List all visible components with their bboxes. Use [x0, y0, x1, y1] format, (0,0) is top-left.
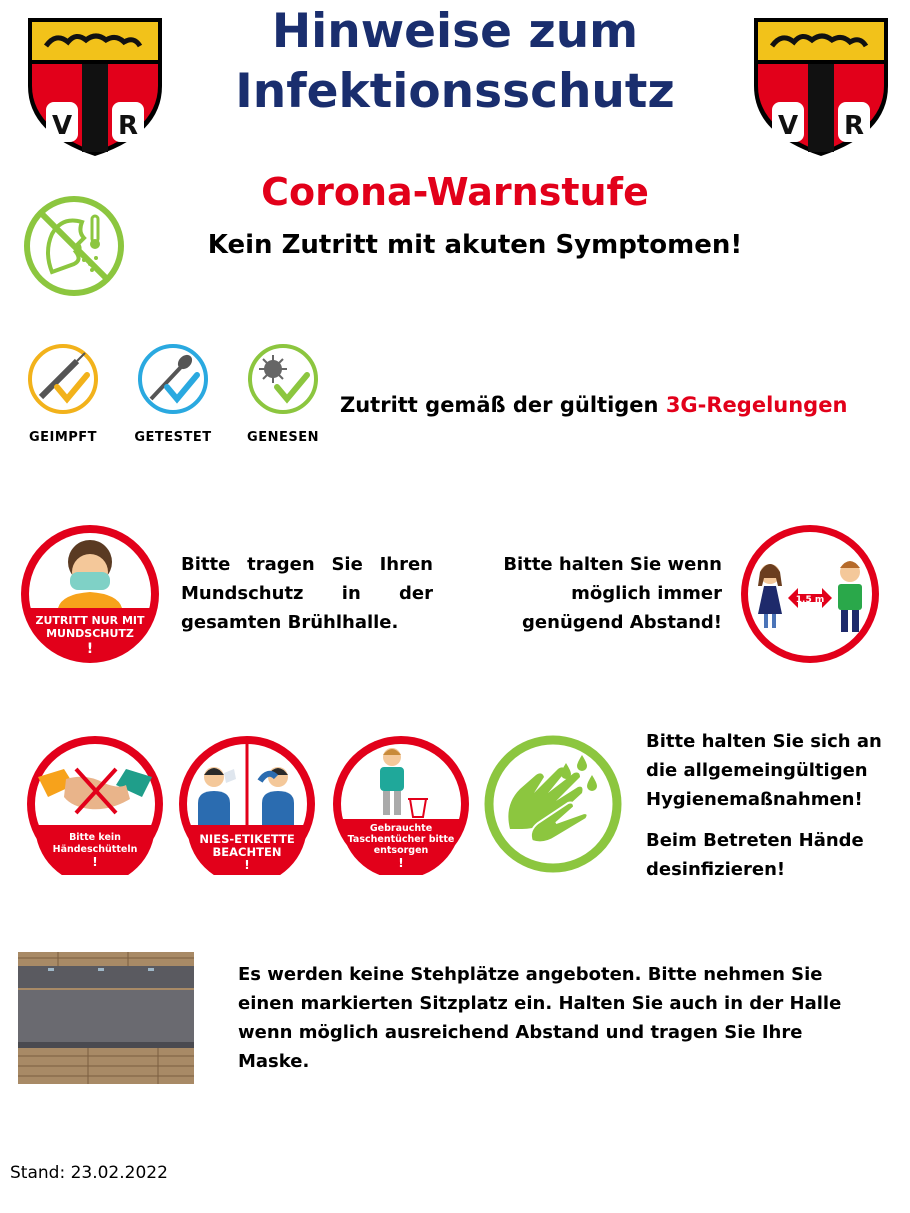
sneeze-sign-mark: !: [244, 858, 250, 872]
recovered-icon: [247, 343, 319, 415]
page-title: [200, 2, 710, 122]
distance-instruction-line-3: genügend Abstand!: [522, 612, 722, 633]
recovered-label: GENESEN: [247, 430, 319, 445]
hand-washing-icon: [482, 733, 624, 875]
distance-instruction: [503, 550, 722, 637]
seating-instruction-line-3: wenn möglich ausreichend Abstand und tragen Sie Ihre: [238, 1022, 803, 1043]
coat-of-arms-left: [26, 16, 164, 158]
mask-instruction: [181, 550, 433, 608]
symptom-notice: Kein Zutritt mit akuten Symptomen!: [207, 230, 743, 260]
no-symptoms-icon: [22, 194, 126, 298]
tissue-sign-line-2: Taschentücher bitte: [347, 834, 455, 845]
access-rule-text: Zutritt gemäß der gültigen: [340, 393, 666, 417]
title-line-2: Infektionsschutz: [235, 64, 675, 119]
dispose-tissues-sign: [330, 733, 472, 875]
crest-letter-r: R: [843, 111, 865, 141]
seating-instruction: [238, 960, 841, 1076]
seating-instruction-line-1: Es werden keine Stehplätze angeboten. Bitte nehmen Sie: [238, 964, 823, 985]
distance-instruction-line-1: Bitte halten Sie wenn: [503, 554, 722, 575]
disinfect-instruction-line-2: desinfizieren!: [646, 859, 786, 880]
mask-instruction-line-2: Mundschutz in der: [181, 583, 433, 604]
handshake-sign-mark: !: [92, 855, 98, 869]
seating-photo: [18, 952, 194, 1084]
sneeze-sign-line-2: BEACHTEN: [212, 845, 282, 859]
coat-of-arms-right: [752, 16, 890, 158]
handshake-sign-line-2: Händeschütteln: [52, 844, 138, 855]
tissue-sign-line-3: entsorgen: [373, 845, 429, 856]
crest-letter-v: V: [777, 111, 799, 141]
keep-distance-sign: [738, 522, 882, 666]
hygiene-instruction-line-3: Hygienemaßnahmen!: [646, 789, 863, 810]
access-rule: [340, 393, 847, 417]
no-handshake-sign: [24, 733, 166, 875]
tested-icon: [137, 343, 209, 415]
mask-sign-line-2: MUNDSCHUTZ: [46, 627, 134, 640]
warning-level-heading: Corona-Warnstufe: [261, 170, 649, 214]
vaccinated-icon: [27, 343, 99, 415]
seating-instruction-line-4: Maske.: [238, 1051, 310, 1072]
vaccinated-label: GEIMPFT: [28, 430, 98, 445]
disinfect-instruction-line-1: Beim Betreten Hände: [646, 830, 864, 851]
title-line-1: Hinweise zum: [271, 4, 639, 59]
sneeze-etiquette-sign: [176, 733, 318, 875]
distance-instruction-line-2: möglich immer: [571, 583, 722, 604]
access-rule-highlight: 3G-Regelungen: [665, 393, 848, 417]
mask-sign-line-1: ZUTRITT NUR MIT: [35, 614, 145, 627]
hygiene-instruction-line-1: Bitte halten Sie sich an: [646, 731, 882, 752]
tissue-sign-mark: !: [398, 856, 404, 870]
distance-value: 1,5 m: [795, 595, 825, 605]
mask-sign-mark: !: [86, 641, 94, 657]
hygiene-instruction-line-2: die allgemeingültigen: [646, 760, 868, 781]
crest-letter-r: R: [117, 111, 139, 141]
mask-required-sign: [18, 522, 162, 666]
mask-instruction-line-1: Bitte tragen Sie Ihren: [181, 554, 433, 575]
sneeze-sign-line-1: NIES-ETIKETTE: [199, 832, 295, 846]
hygiene-instruction: [646, 727, 882, 814]
handshake-sign-line-1: Bitte kein: [69, 832, 121, 843]
crest-letter-v: V: [51, 111, 73, 141]
seating-instruction-line-2: einen markierten Sitzplatz ein. Halten Sie auch in der Halle: [238, 993, 842, 1014]
mask-instruction-line-3: gesamten Brühlhalle.: [181, 612, 399, 633]
revision-date: Stand: 23.02.2022: [10, 1163, 168, 1183]
tissue-sign-line-1: Gebrauchte: [369, 823, 433, 834]
tested-label: GETESTET: [134, 430, 212, 445]
disinfect-instruction: [646, 826, 864, 884]
